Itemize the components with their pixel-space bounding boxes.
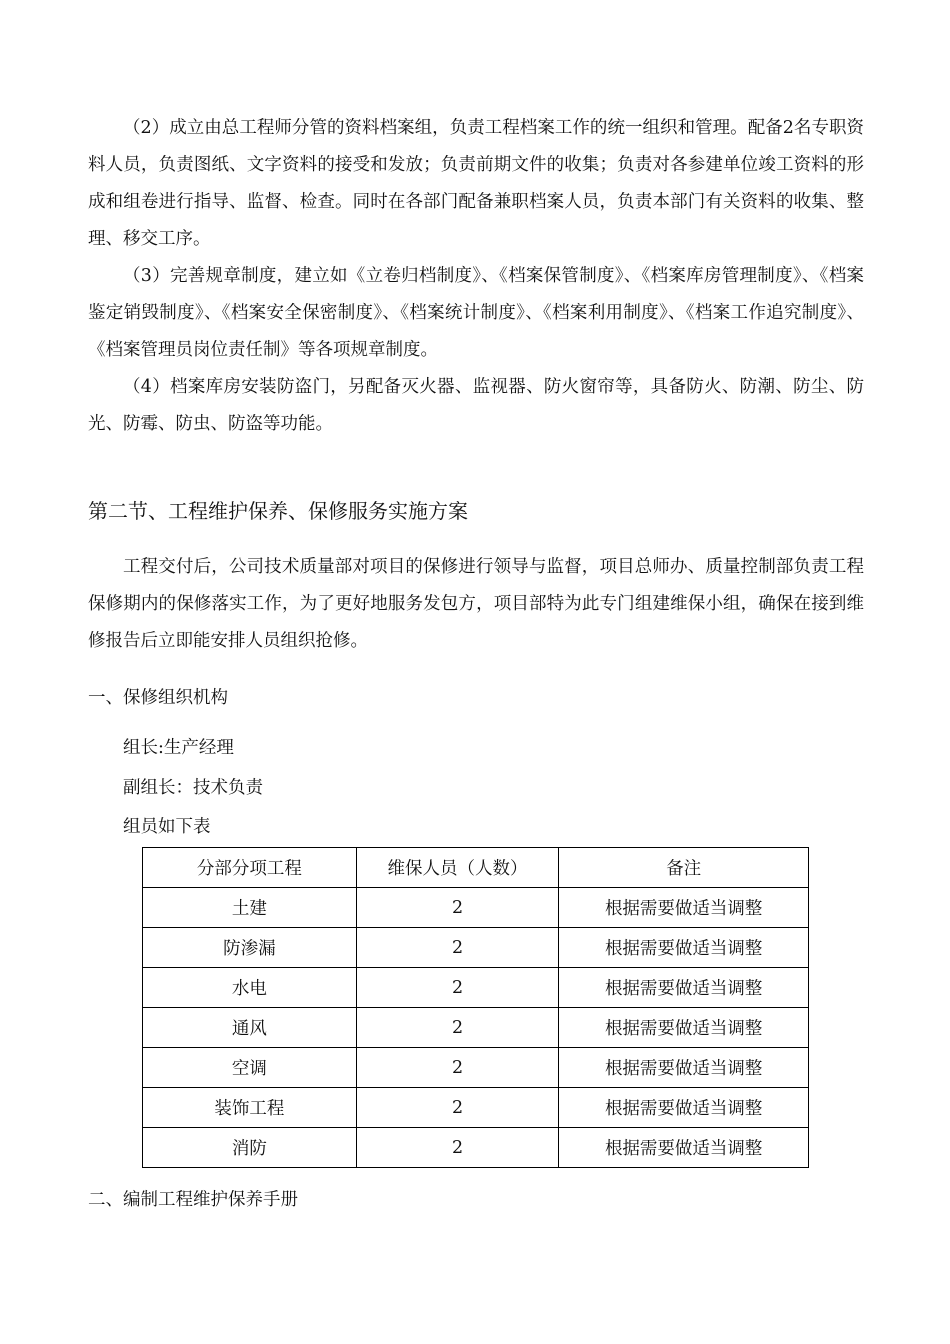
- table-row: [143, 968, 809, 1008]
- table-cell: 根据需要做适当调整: [559, 1008, 809, 1048]
- table-cell: 2: [356, 968, 559, 1008]
- table-row: [143, 1048, 809, 1088]
- table-row: [143, 928, 809, 968]
- paragraph-storage: （4）档案库房安装防盗门，另配备灭火器、监视器、防火窗帘等，具备防火、防潮、防尘、防光、防霉、防虫、防盗等功能。: [88, 377, 864, 434]
- section-title: 第二节、工程维护保养、保修服务实施方案: [88, 499, 468, 523]
- table-cell: 水电: [143, 968, 357, 1008]
- paragraph-intro: 工程交付后，公司技术质量部对项目的保修进行领导与监督，项目总师办、质量控制部负责工程保修期内的保修落实工作，为了更好地服务发包方，项目部特为此专门组建维保小组，确保在接到维修报告后立即能安排人员组织抢修。: [88, 557, 864, 651]
- table-cell: 空调: [143, 1048, 357, 1088]
- paragraph-archive-group: （2）成立由总工程师分管的资料档案组，负责工程档案工作的统一组织和管理。配备2名专职资料人员，负责图纸、文字资料的接受和发放；负责前期文件的收集；负责对各参建单位竣工资料的形成和组卷进行指导、监督、检查。同时在各部门配备兼职档案人员，负责本部门有关资料的收集、整理、移交工序。: [88, 118, 864, 249]
- table-cell: 装饰工程: [143, 1088, 357, 1128]
- table-cell: 土建: [143, 888, 357, 928]
- table-row: [143, 1128, 809, 1168]
- org-heading: 一、保修组织机构: [88, 688, 228, 708]
- table-cell: 根据需要做适当调整: [559, 1048, 809, 1088]
- table-cell: 根据需要做适当调整: [559, 888, 809, 928]
- table-cell: 根据需要做适当调整: [559, 1088, 809, 1128]
- paragraph-rules: （3）完善规章制度，建立如《立卷归档制度》、《档案保管制度》、《档案库房管理制度》、《档案鉴定销毁制度》、《档案安全保密制度》、《档案统计制度》、《档案利用制度》、《档案工作追究制度》、《档案管理员岗位责任制》等各项规章制度。: [88, 266, 864, 360]
- table-header-cell: 备注: [559, 848, 809, 888]
- table-cell: 2: [356, 1088, 559, 1128]
- table-header-cell: 分部分项工程: [143, 848, 357, 888]
- leader-line: 组长:生产经理: [123, 738, 234, 758]
- members-line: 组员如下表: [123, 817, 211, 837]
- table-cell: 消防: [143, 1128, 357, 1168]
- table-cell: 2: [356, 1008, 559, 1048]
- table-row: [143, 1088, 809, 1128]
- table-cell: 2: [356, 1128, 559, 1168]
- table-cell: 通风: [143, 1008, 357, 1048]
- table-row: [143, 1008, 809, 1048]
- table-cell: 根据需要做适当调整: [559, 968, 809, 1008]
- table-row: [143, 888, 809, 928]
- table-cell: 2: [356, 888, 559, 928]
- table-header-row: [143, 848, 809, 888]
- maintenance-staff-table: [142, 847, 809, 1168]
- table-cell: 2: [356, 928, 559, 968]
- deputy-line: 副组长：技术负责: [123, 778, 263, 798]
- table-cell: 根据需要做适当调整: [559, 1128, 809, 1168]
- manual-heading: 二、编制工程维护保养手册: [88, 1190, 298, 1210]
- table-cell: 防渗漏: [143, 928, 357, 968]
- table-cell: 根据需要做适当调整: [559, 928, 809, 968]
- table-header-cell: 维保人员（人数）: [356, 848, 559, 888]
- table-cell: 2: [356, 1048, 559, 1088]
